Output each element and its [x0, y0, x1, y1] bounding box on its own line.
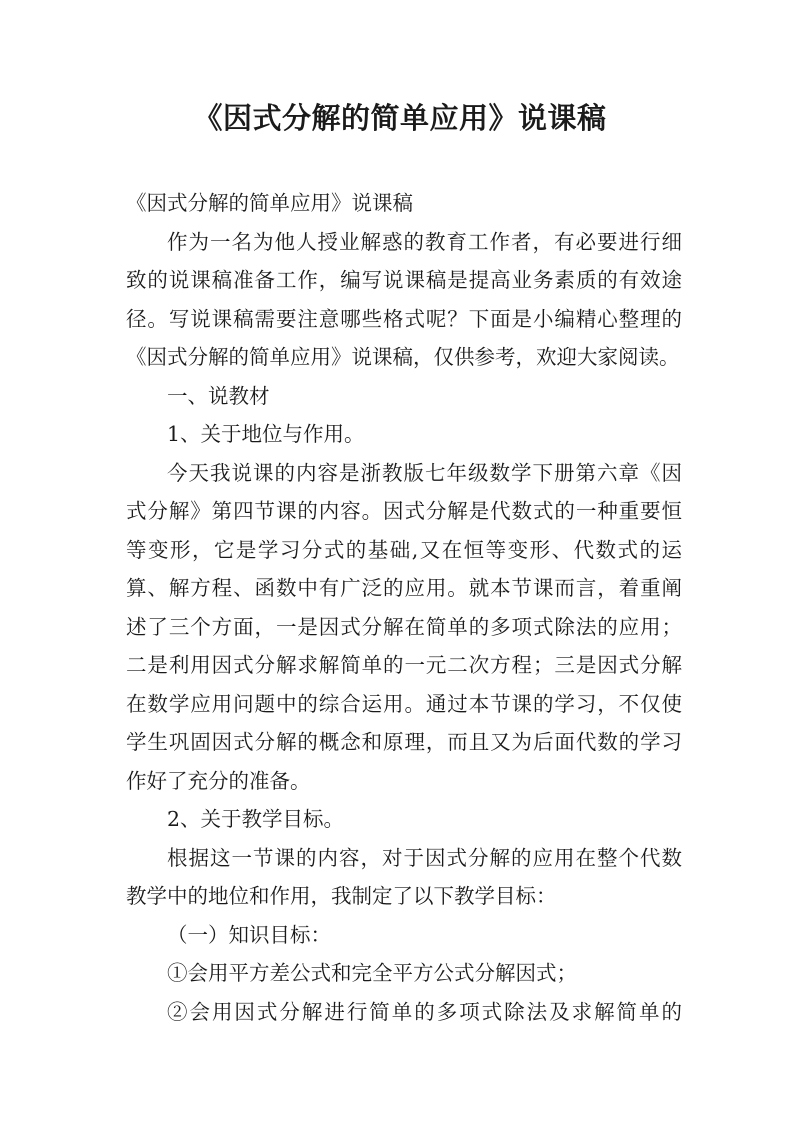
text-line: ②会用因式分解进行简单的多项式除法及求解简单的: [167, 999, 682, 1024]
text-line: 算、解方程、函数中有广泛的应用。就本节课而言，着重阐: [126, 576, 682, 600]
text-line: 作为一名为他人授业解惑的教育工作者，有必要进行细: [167, 229, 682, 254]
text-line: 二是利用因式分解求解简单的一元二次方程；三是因式分解: [126, 653, 682, 677]
text-line: 作好了充分的准备。: [126, 768, 311, 793]
text-line: 《因式分解的简单应用》说课稿，仅供参考，欢迎大家阅读。: [126, 345, 680, 369]
content-paragraph-2: [126, 839, 682, 916]
text-line: 在数学应用问题中的综合运用。通过本节课的学习，不仅使: [126, 691, 682, 716]
goal-item-1: ①会用平方差公式和完全平方公式分解因式；: [167, 961, 577, 985]
document-subtitle: 《因式分解的简单应用》说课稿: [126, 191, 413, 215]
text-line: 学生巩固因式分解的概念和原理，而且又为后面代数的学习: [126, 730, 682, 754]
text-line: 述了三个方面，一是因式分解在简单的多项式除法的应用；: [126, 614, 682, 639]
goal-item-2: [126, 993, 682, 1032]
section-heading-1: 一、说教材: [167, 383, 270, 408]
text-line: 等变形，它是学习分式的基础,又在恒等变形、代数式的运: [126, 537, 682, 562]
text-line: 今天我说课的内容是浙教版七年级数学下册第六章《因: [167, 460, 682, 485]
text-line: 根据这一节课的内容，对于因式分解的应用在整个代数: [167, 845, 682, 870]
text-line: 教学中的地位和作用，我制定了以下教学目标：: [126, 884, 557, 908]
subsection-heading-1: 1、关于地位与作用。: [167, 422, 365, 446]
subsection-heading-2: 2、关于教学目标。: [167, 807, 345, 831]
intro-paragraph: [126, 223, 682, 377]
text-line: 致的说课稿准备工作，编写说课稿是提高业务素质的有效途: [126, 268, 682, 292]
text-line: 径。写说课稿需要注意哪些格式呢？下面是小编精心整理的: [126, 306, 682, 331]
text-line: 式分解》第四节课的内容。因式分解是代数式的一种重要恒: [126, 499, 682, 523]
document-title: 《因式分解的简单应用》说课稿: [193, 101, 607, 135]
document-body: [126, 184, 682, 1031]
goal-heading: （一）知识目标：: [167, 922, 331, 947]
content-paragraph-1: [126, 454, 682, 801]
